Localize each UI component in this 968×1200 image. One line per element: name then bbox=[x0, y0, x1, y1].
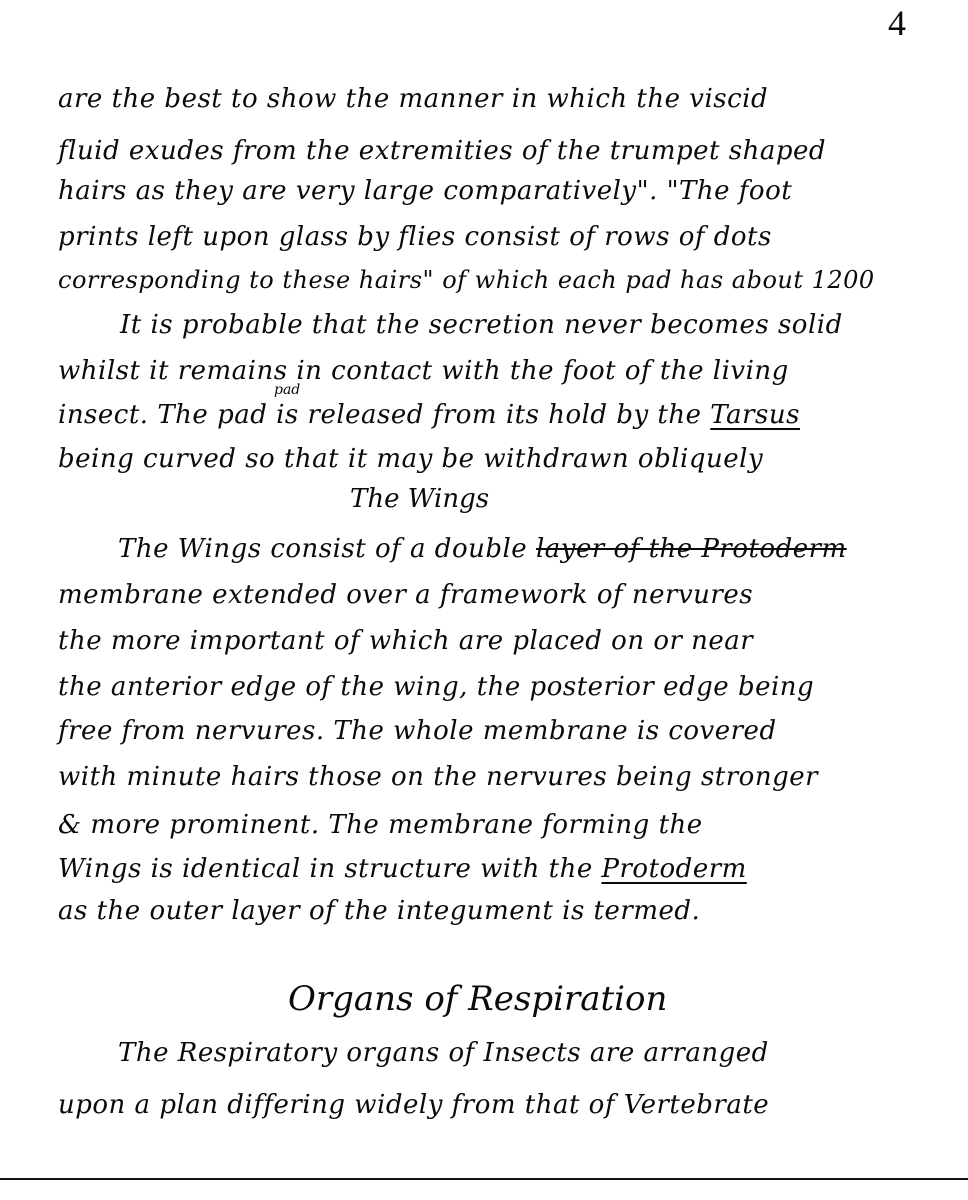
wings-line-1 bbox=[118, 536, 847, 562]
manuscript-line-3: hairs as they are very large comparatively". "The foot bbox=[58, 176, 793, 206]
wings-line-9: as the outer layer of the integument is termed. bbox=[58, 896, 701, 926]
manuscript-line-1: are the best to show the manner in which the viscid bbox=[58, 84, 769, 114]
wings-line-4: the anterior edge of the wing, the posterior edge being bbox=[58, 672, 815, 702]
struck-text: layer of the Protoderm bbox=[535, 534, 847, 564]
manuscript-line-8-text: insect. The pad is released from its hold by the bbox=[58, 400, 702, 430]
underlined-word-protoderm: Protoderm bbox=[601, 854, 747, 884]
wings-line-8-text: Wings is identical in structure with the bbox=[58, 854, 593, 884]
manuscript-line-8 bbox=[58, 402, 800, 428]
wings-line-3: the more important of which are placed on or near bbox=[58, 626, 754, 656]
wings-line-8 bbox=[58, 856, 747, 882]
wings-line-6: with minute hairs those on the nervures being stronger bbox=[58, 762, 819, 792]
heading-wings: The Wings bbox=[350, 484, 490, 514]
respiration-line-2: upon a plan differing widely from that of Vertebrate bbox=[58, 1090, 770, 1120]
manuscript-line-2: fluid exudes from the extremities of the trumpet shaped bbox=[58, 136, 827, 166]
manuscript-line-9: being curved so that it may be withdrawn obliquely bbox=[58, 444, 764, 474]
wings-line-5: free from nervures. The whole membrane is covered bbox=[58, 716, 777, 746]
manuscript-line-4: prints left upon glass by flies consist of rows of dots bbox=[58, 222, 772, 252]
underlined-word-tarsus: Tarsus bbox=[710, 400, 800, 430]
wings-line-1-text: The Wings consist of a double bbox=[118, 534, 528, 564]
respiration-line-1: The Respiratory organs of Insects are arranged bbox=[118, 1038, 769, 1068]
wings-line-7: & more prominent. The membrane forming the bbox=[58, 810, 703, 840]
manuscript-line-6: It is probable that the secretion never becomes solid bbox=[120, 310, 843, 340]
manuscript-line-5: corresponding to these hairs" of which each pad has about 1200 bbox=[58, 266, 875, 294]
manuscript-line-7: whilst it remains in contact with the foot of the living bbox=[58, 356, 789, 386]
page-number: 4 bbox=[888, 3, 906, 43]
wings-line-2: membrane extended over a framework of nervures bbox=[58, 580, 754, 610]
insertion-mark: pad bbox=[274, 382, 301, 398]
heading-respiration: Organs of Respiration bbox=[288, 979, 668, 1019]
page-bottom-edge bbox=[0, 1178, 968, 1180]
